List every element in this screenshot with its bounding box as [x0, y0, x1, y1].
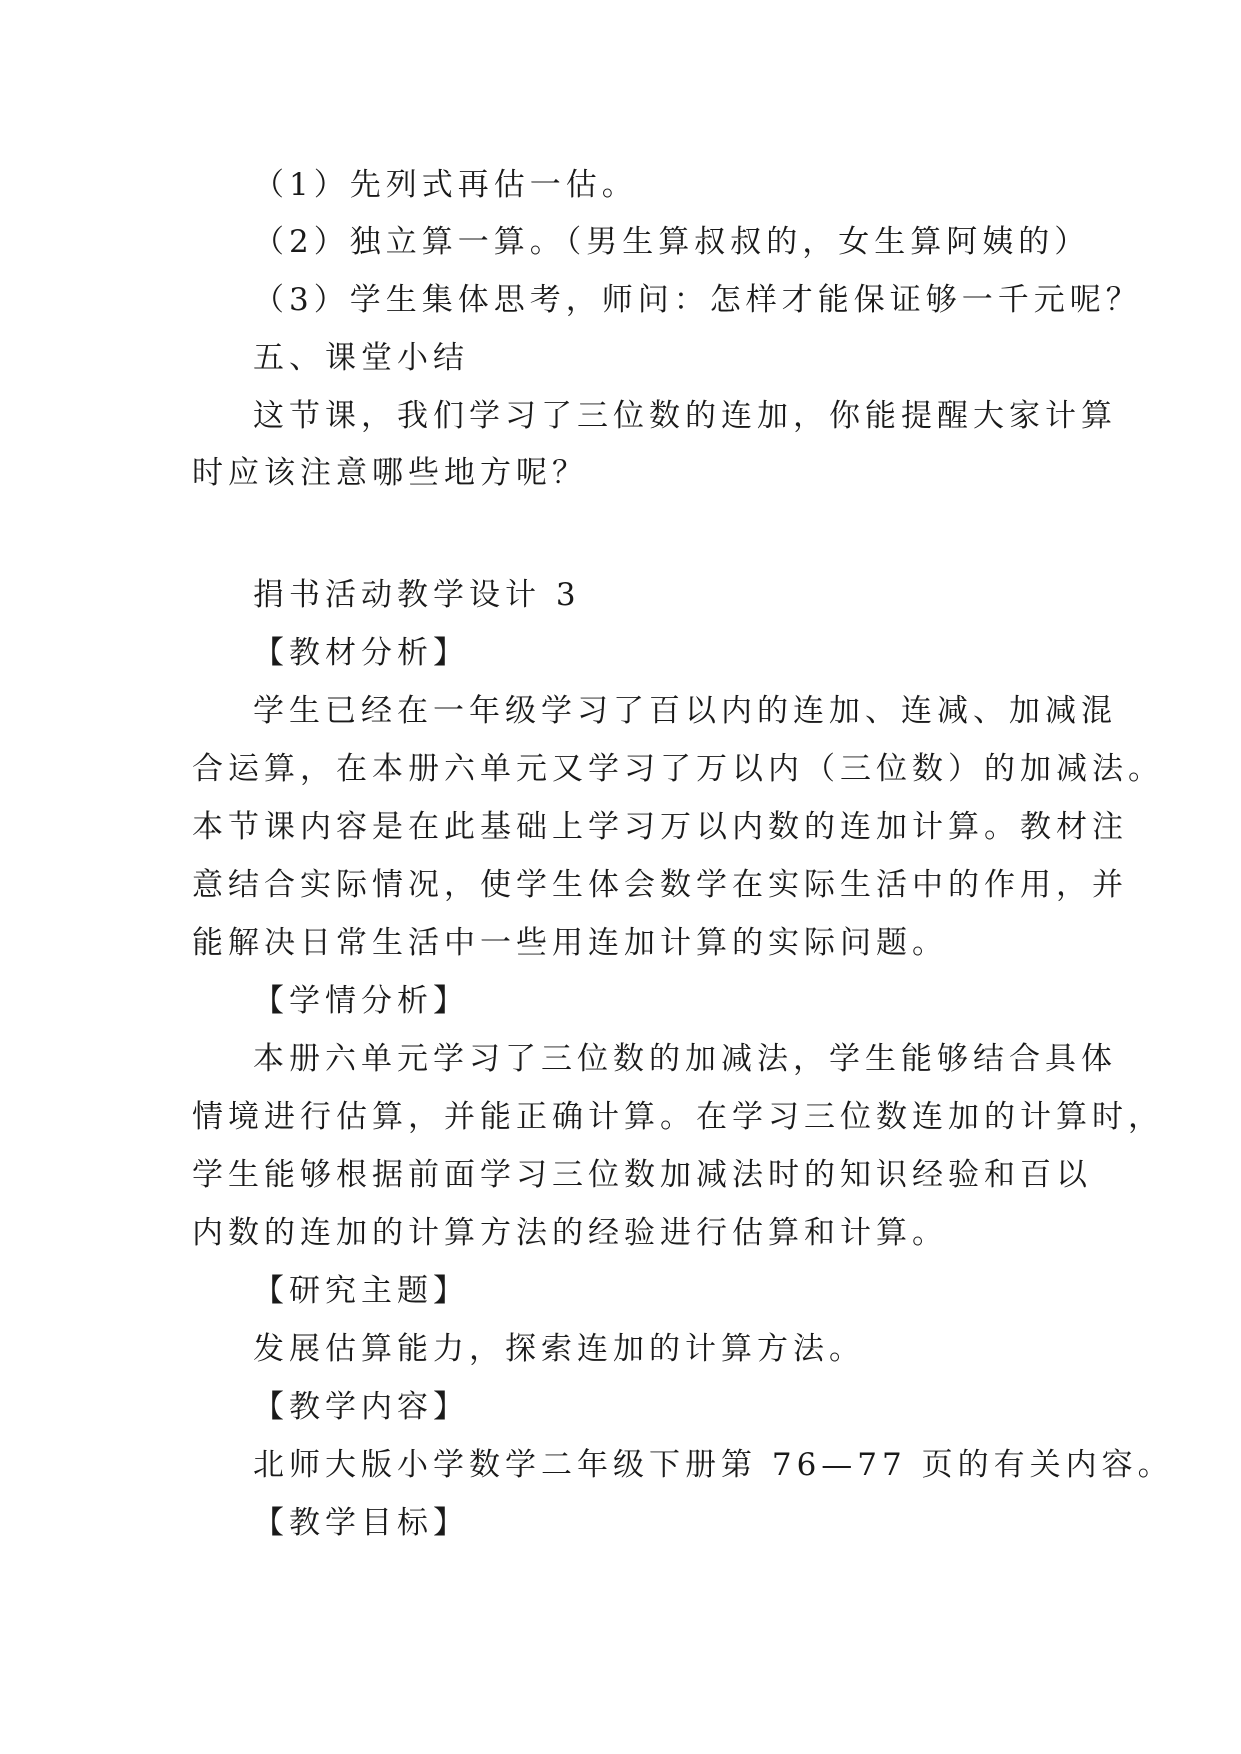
- paragraph-line: 能解决日常生活中一些用连加计算的实际问题。: [192, 925, 948, 961]
- paragraph-line: 这节课，我们学习了三位数的连加，你能提醒大家计算: [253, 398, 1117, 434]
- paragraph-line: 北师大版小学数学二年级下册第 76—77 页的有关内容。: [253, 1447, 1174, 1483]
- document-title: 捐书活动教学设计 3: [253, 577, 581, 613]
- paragraph-line: 情境进行估算，并能正确计算。在学习三位数连加的计算时，: [192, 1099, 1164, 1135]
- step-3-think: （3）学生集体思考，师问：怎样才能保证够一千元呢？: [253, 282, 1142, 318]
- paragraph-line: 学生能够根据前面学习三位数加减法时的知识经验和百以: [192, 1157, 1092, 1193]
- paragraph-line: 本节课内容是在此基础上学习万以内数的连加计算。教材注: [192, 809, 1128, 845]
- step-1-estimate: （1）先列式再估一估。: [253, 167, 638, 203]
- paragraph-line: 内数的连加的计算方法的经验进行估算和计算。: [192, 1215, 948, 1251]
- section-heading-textbook-analysis: 【教材分析】: [253, 635, 469, 671]
- section-heading-teaching-content: 【教学内容】: [253, 1389, 469, 1425]
- step-2-calculate: （2）独立算一算。（男生算叔叔的，女生算阿姨的）: [253, 224, 1091, 260]
- section-heading-summary: 五、课堂小结: [253, 340, 469, 376]
- section-heading-research-topic: 【研究主题】: [253, 1273, 469, 1309]
- paragraph-line: 本册六单元学习了三位数的加减法，学生能够结合具体: [253, 1041, 1117, 1077]
- paragraph-line: 学生已经在一年级学习了百以内的连加、连减、加减混: [253, 693, 1117, 729]
- section-heading-teaching-goals: 【教学目标】: [253, 1505, 469, 1541]
- paragraph-line: 合运算，在本册六单元又学习了万以内（三位数）的加减法。: [192, 751, 1164, 787]
- paragraph-line: 发展估算能力，探索连加的计算方法。: [253, 1331, 865, 1367]
- paragraph-line: 时应该注意哪些地方呢？: [192, 455, 588, 491]
- paragraph-line: 意结合实际情况，使学生体会数学在实际生活中的作用，并: [192, 867, 1128, 903]
- section-heading-student-analysis: 【学情分析】: [253, 983, 469, 1019]
